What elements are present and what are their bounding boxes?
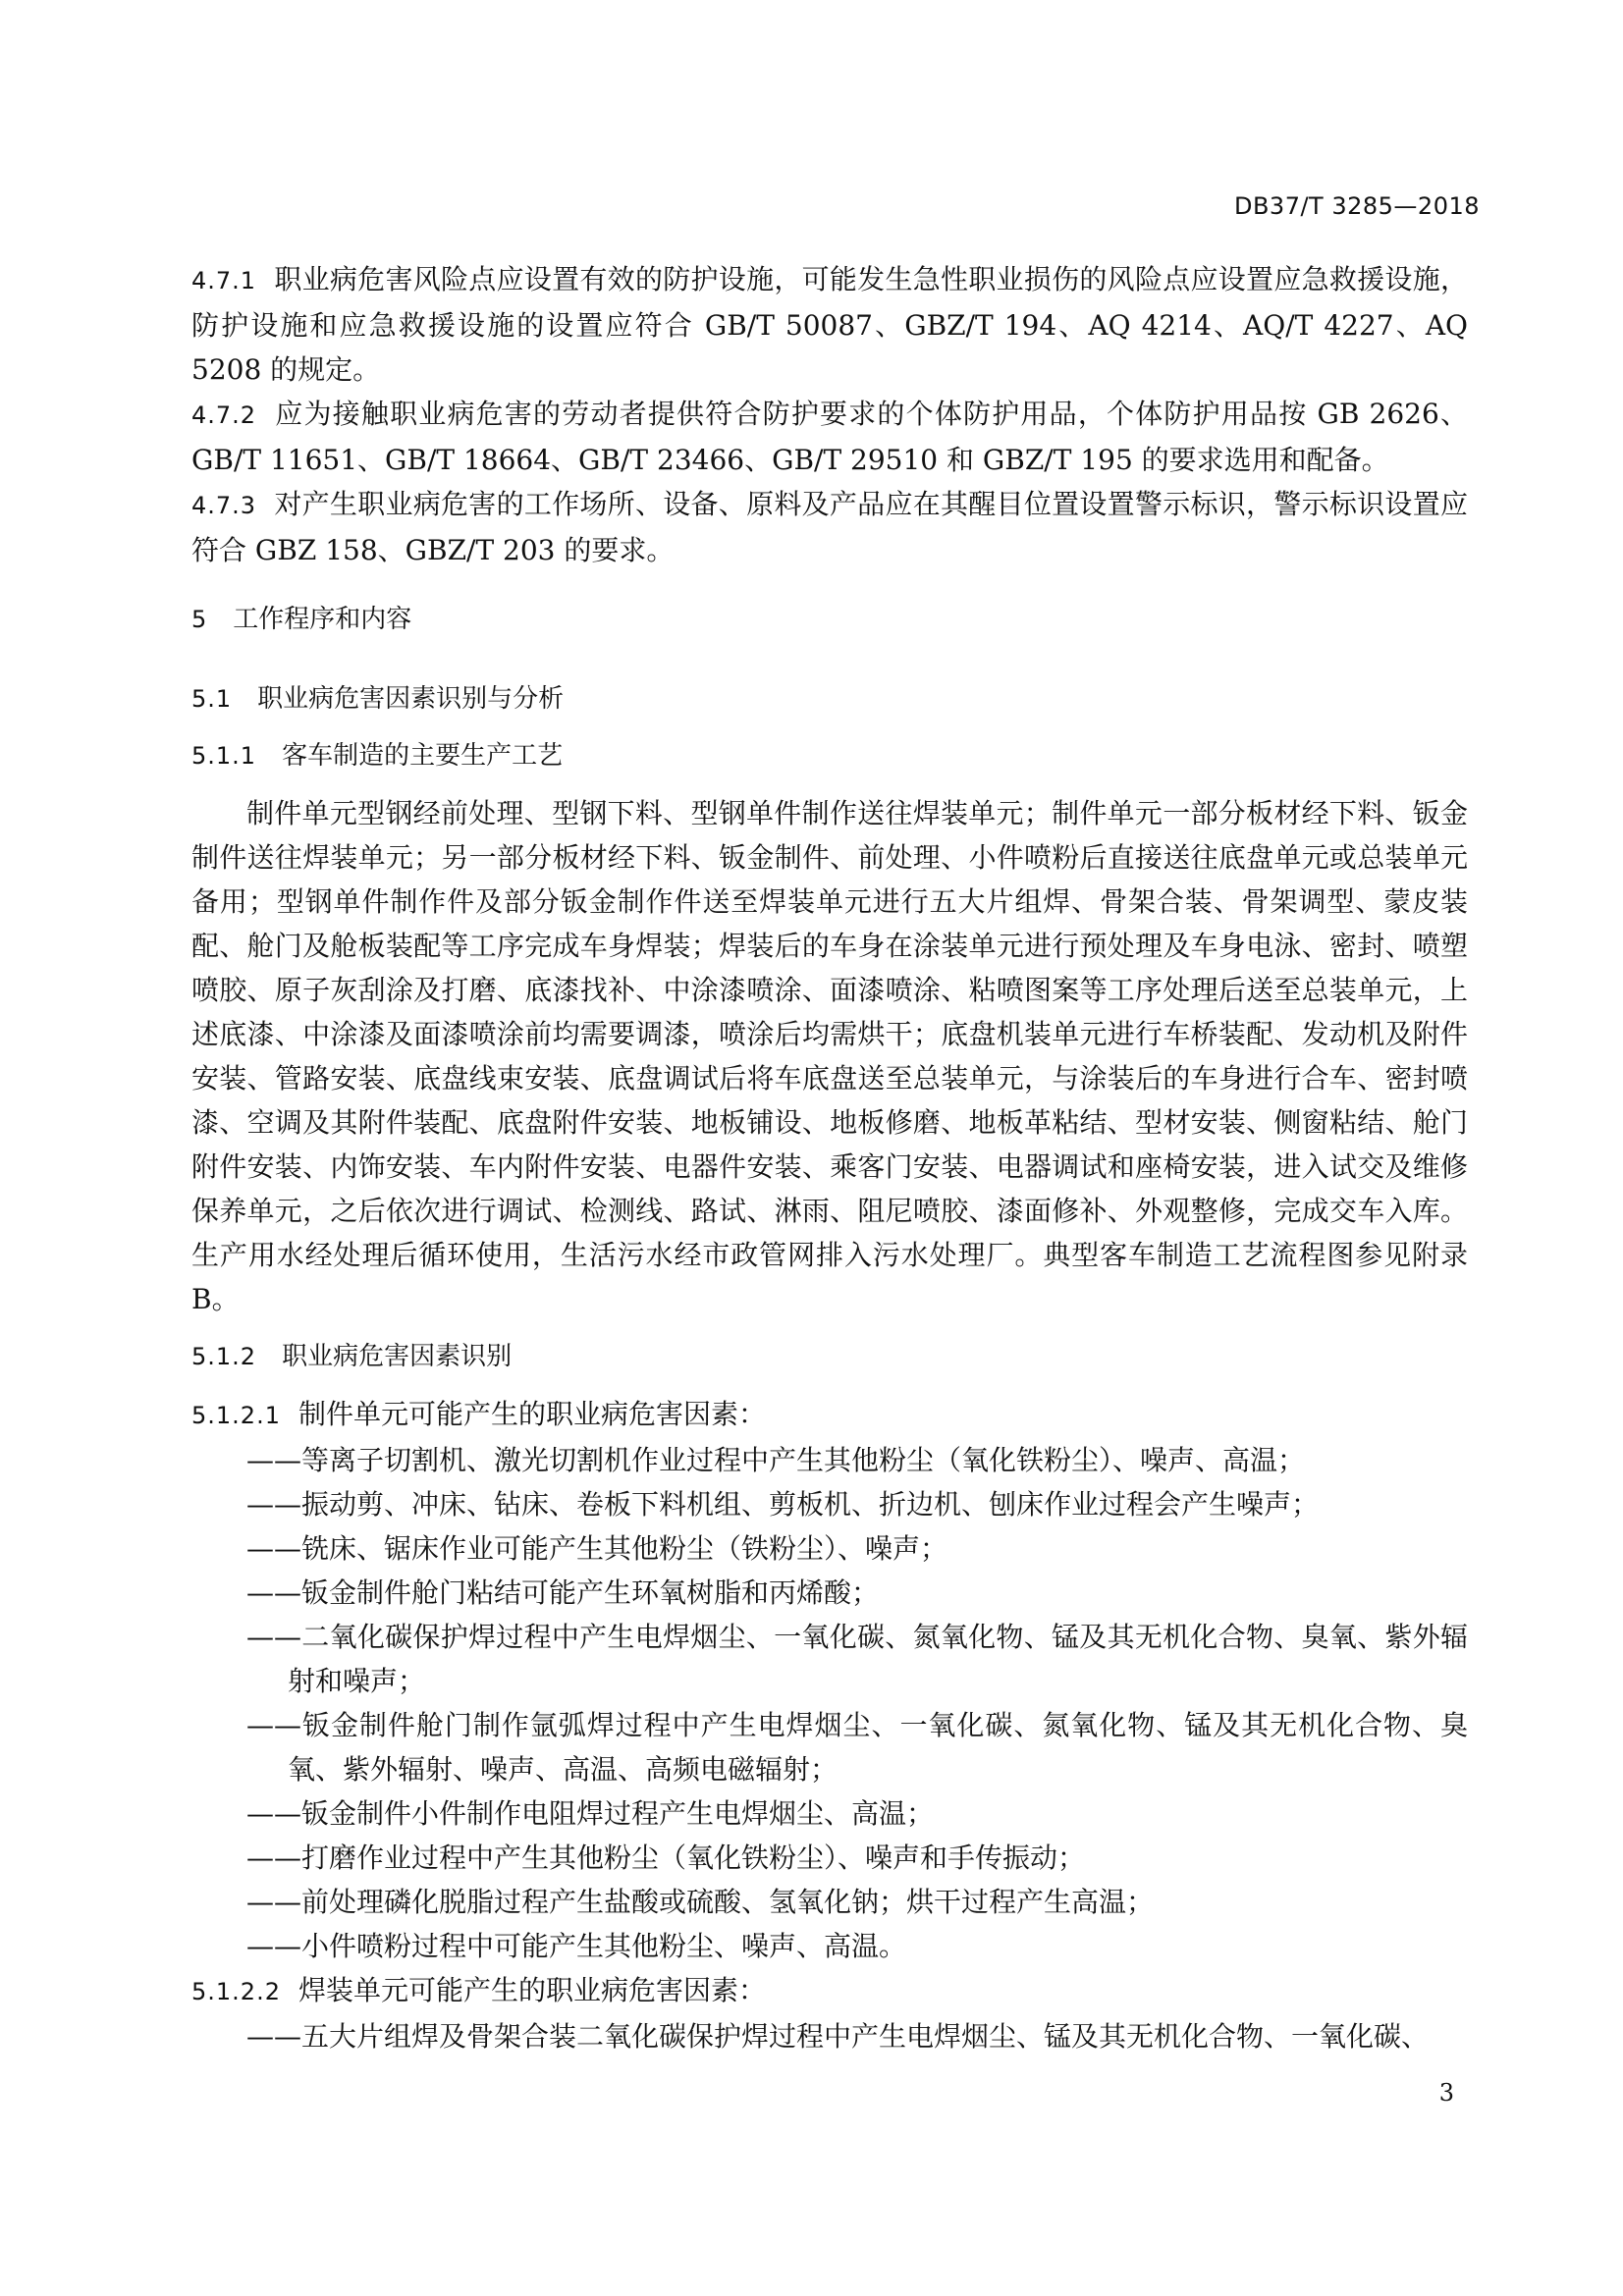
list-item: ——钣金制件小件制作电阻焊过程产生电焊烟尘、高温；: [246, 1797, 935, 1830]
clause-text: 职业病危害风险点应设置有效的防护设施，可能发生急性职业损伤的风险点应设置应急救援设施，防护设施和应急救援设施的设置应符合 GB/T 50087、GBZ/T 194、AQ 4214、AQ/T 4227、AQ 5208 的规定。: [191, 263, 1468, 386]
page-content: [191, 257, 1468, 2058]
list-item: ——铣床、锯床作业可能产生其他粉尘（铁粉尘）、噪声；: [246, 1532, 948, 1565]
clause-text: 应为接触职业病危害的劳动者提供符合防护要求的个体防护用品，个体防护用品按 GB 2626、GB/T 11651、GB/T 18664、GB/T 23466、GB/T 29510 和 GBZ/T 195 的要求选用和配备。: [191, 398, 1468, 476]
clause-5-1-2-1: [191, 1392, 1468, 1438]
clause-number: 4.7.3: [191, 492, 257, 519]
heading-5-1-1: [191, 734, 1468, 778]
clause-number: 5.1.2.2: [191, 1978, 281, 2005]
clause-4-7-2: [191, 392, 1468, 482]
heading-5-1-2: [191, 1335, 1468, 1379]
heading-number: 5.1.2: [191, 1343, 257, 1370]
clause-text: 对产生职业病危害的工作场所、设备、原料及产品应在其醒目位置设置警示标识，警示标识设置应符合 GBZ 158、GBZ/T 203 的要求。: [191, 488, 1468, 566]
document-code: DB37/T 3285—2018: [1233, 192, 1480, 220]
process-description: 制件单元型钢经前处理、型钢下料、型钢单件制作送往焊装单元；制件单元一部分板材经下料、钣金制件送往焊装单元；另一部分板材经下料、钣金制件、前处理、小件喷粉后直接送往底盘单元或总装单元备用；型钢单件制作件及部分钣金制作件送至焊装单元进行五大片组焊、骨架合装、骨架调型、蒙皮装配、舱门及舱板装配等工序完成车身焊装；焊装后的车身在涂装单元进行预处理及车身电泳、密封、喷塑喷胶、原子灰刮涂及打磨、底漆找补、中涂漆喷涂、面漆喷涂、粘喷图案等工序处理后送至总装单元，上述底漆、中涂漆及面漆喷涂前均需要调漆，喷涂后均需烘干；底盘机装单元进行车桥装配、发动机及附件安装、管路安装、底盘线束安装、底盘调试后将车底盘送至总装单元，与涂装后的车身进行合车、密封喷漆、空调及其附件装配、底盘附件安装、地板铺设、地板修磨、地板革粘结、型材安装、侧窗粘结、舱门附件安装、内饰安装、车内附件安装、电器件安装、乘客门安装、电器调试和座椅安装，进入试交及维修保养单元，之后依次进行调试、检测线、路试、淋雨、阻尼喷胶、漆面修补、外观整修，完成交车入库。生产用水经处理后循环使用，生活污水经市政管网排入污水处理厂。典型客车制造工艺流程图参见附录B。: [191, 797, 1468, 1315]
page-number: 3: [1438, 2079, 1454, 2107]
heading-title: 职业病危害因素识别: [282, 1342, 513, 1371]
clause-5-1-2-2: [191, 1968, 1468, 2014]
heading-title: 客车制造的主要生产工艺: [282, 741, 564, 771]
heading-title: 职业病危害因素识别与分析: [257, 684, 565, 714]
heading-5-1: [191, 677, 1468, 721]
list-item: ——振动剪、冲床、钻床、卷板下料机组、剪板机、折边机、刨床作业过程会产生噪声；: [246, 1488, 1320, 1521]
heading-number: 5.1: [191, 685, 233, 713]
list-item: ——五大片组焊及骨架合装二氧化碳保护焊过程中产生电焊烟尘、锰及其无机化合物、一氧化碳、: [246, 2020, 1430, 2053]
list-item: ——打磨作业过程中产生其他粉尘（氧化铁粉尘）、噪声和手传振动；: [246, 1842, 1086, 1874]
list-item: ——小件喷粉过程中可能产生其他粉尘、噪声、高温。: [246, 1930, 907, 1962]
heading-number: 5: [191, 606, 208, 633]
list-item: ——等离子切割机、激光切割机作业过程中产生其他粉尘（氧化铁粉尘）、噪声、高温；: [246, 1444, 1306, 1476]
list-item: ——二氧化碳保护焊过程中产生电焊烟尘、一氧化碳、氮氧化物、锰及其无机化合物、臭氧、紫外辐射和噪声；: [246, 1621, 1468, 1697]
heading-title: 工作程序和内容: [233, 605, 412, 634]
heading-5: [191, 598, 1468, 642]
clause-number: 4.7.1: [191, 267, 257, 294]
clause-number: 5.1.2.1: [191, 1402, 281, 1429]
clause-text: 制件单元可能产生的职业病危害因素：: [298, 1398, 766, 1430]
clause-4-7-3: [191, 482, 1468, 572]
clause-number: 4.7.2: [191, 401, 257, 429]
list-item: ——钣金制件舱门粘结可能产生环氧树脂和丙烯酸；: [246, 1576, 880, 1609]
heading-number: 5.1.1: [191, 742, 257, 770]
list-item: ——钣金制件舱门制作氩弧焊过程中产生电焊烟尘、一氧化碳、氮氧化物、锰及其无机化合物、臭氧、紫外辐射、噪声、高温、高频电磁辐射；: [246, 1709, 1468, 1786]
clause-text: 焊装单元可能产生的职业病危害因素：: [298, 1974, 766, 2006]
list-item: ——前处理磷化脱脂过程产生盐酸或硫酸、氢氧化钠；烘干过程产生高温；: [246, 1886, 1155, 1918]
clause-4-7-1: [191, 257, 1468, 392]
